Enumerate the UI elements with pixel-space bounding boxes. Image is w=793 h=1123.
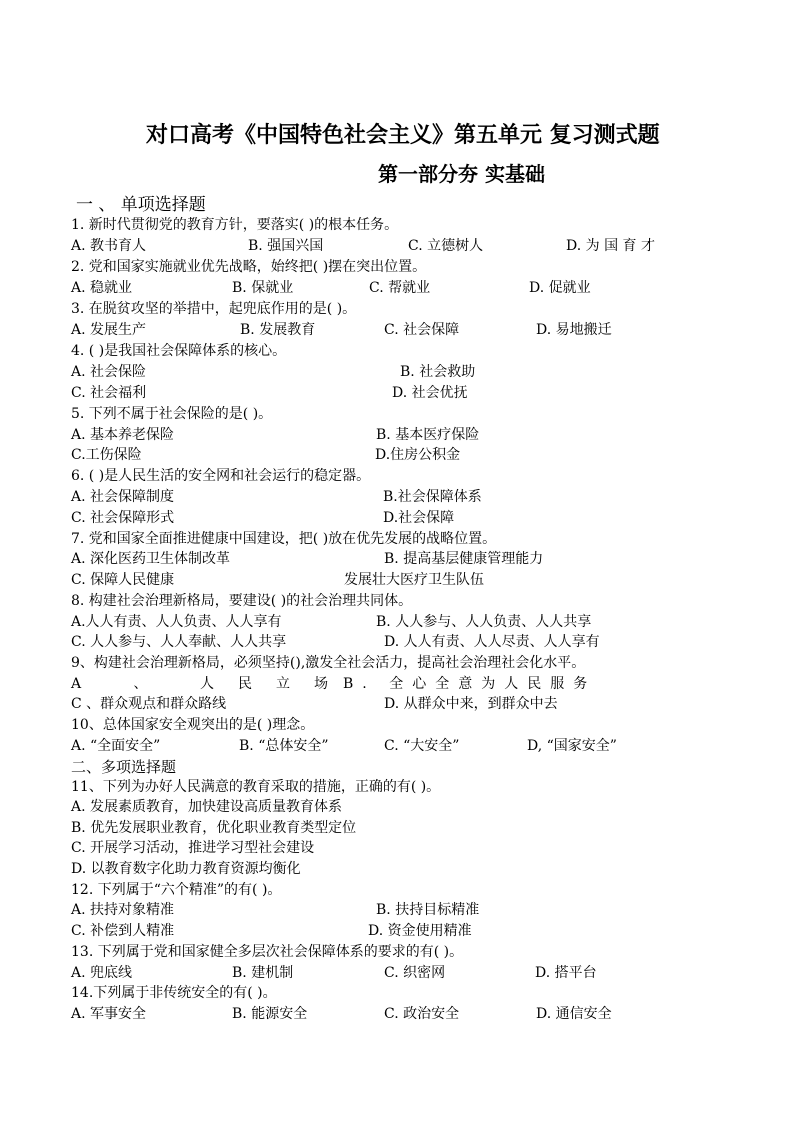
q3-option-b: B. 发展教育 [240,322,316,338]
q5-option-c: C.工伤保险 [71,447,142,463]
page-title: 对口高考《中国特色社会主义》第五单元 复习测式题 [146,122,660,148]
q2-option-b: B. 保就业 [232,280,294,296]
q8-option-b: B. 人人参与、人人负责、人人共享 [376,614,592,630]
page-subtitle: 第一部分夯 实基础 [378,162,545,186]
q7-option-c: C. 保障人民健康 [71,572,175,588]
question-8: 8. 构建社会治理新格局，要建设( )的社会治理共同体。 [71,593,413,609]
q1-option-b: B. 强国兴国 [248,238,324,254]
q2-option-c: C. 帮就业 [369,280,431,296]
q5-option-b: B. 基本医疗保险 [376,427,480,443]
section-heading-multiple-choice: 二、多项选择题 [71,758,177,776]
q13-option-b: B. 建机制 [232,965,294,981]
q9-option-b: B. 全心全意为人民服务 [343,676,597,692]
q14-option-d: D. 通信安全 [536,1006,612,1022]
q11-option-b: B. 优先发展职业教育，优化职业教育类型定位 [71,820,357,836]
q2-option-d: D. 促就业 [529,280,591,296]
q7-option-b: B. 提高基层健康管理能力 [384,551,544,567]
q8-option-c: C. 人人参与、人人奉献、人人共享 [71,634,287,650]
question-4: 4. ( )是我国社会保障体系的核心。 [71,343,287,359]
q9-option-c: C 、群众观点和群众路线 [71,696,227,712]
q3-option-a: A. 发展生产 [71,322,147,338]
q6-option-c: C. 社会保障形式 [71,510,175,526]
q10-option-d: D, “国家安全” [527,738,617,754]
q11-option-c: C. 开展学习活动，推进学习型社会建设 [71,840,315,856]
q14-option-b: B. 能源安全 [232,1006,308,1022]
q12-option-d: D. 资金使用精准 [368,923,472,939]
question-3: 3. 在脱贫攻坚的举措中，起兜底作用的是( )。 [71,301,357,317]
q1-option-c: C. 立德树人 [408,238,484,254]
q5-option-d: D.住房公积金 [375,447,461,463]
q10-option-a: A. “全面安全” [71,738,161,754]
question-6: 6. ( )是人民生活的安全网和社会运行的稳定器。 [71,468,371,484]
q4-option-d: D. 社会优抚 [392,385,468,401]
q8-option-a: A.人人有责、人人负责、人人享有 [71,614,282,630]
q13-option-a: A. 兜底线 [71,965,133,981]
q9-option-d: D. 从群众中来，到群众中去 [384,696,558,712]
question-13: 13. 下列属于党和国家健全多层次社会保障体系的要求的有( )。 [71,944,464,960]
q10-option-c: C. “大安全” [384,738,460,754]
question-11: 11、下列为办好人民满意的教育采取的措施，正确的有( )。 [71,779,441,795]
q7-option-a: A. 深化医药卫生体制改革 [71,551,231,567]
q1-option-a: A. 教书育人 [71,238,147,254]
q6-option-b: B.社会保障体系 [383,489,482,505]
q10-option-b: B. “总体安全” [239,738,329,754]
question-2: 2. 党和国家实施就业优先战略，始终把( )摆在突出位置。 [71,259,427,275]
q1-option-d: D. 为 国 育 才 [566,238,655,254]
q3-option-d: D. 易地搬迁 [536,322,612,338]
q2-option-a: A. 稳就业 [71,280,133,296]
q12-option-c: C. 补偿到人精准 [71,923,175,939]
q4-option-c: C. 社会福利 [71,385,147,401]
q12-option-a: A. 扶持对象精准 [71,902,175,918]
q11-option-d: D. 以教育数字化助力教育资源均衡化 [71,861,301,877]
q8-option-d: D. 人人有责、人人尽责、人人享有 [384,634,600,650]
q6-option-a: A. 社会保障制度 [71,489,175,505]
q6-option-d: D.社会保障 [383,510,455,526]
q13-option-d: D. 搭平台 [535,965,597,981]
question-5: 5. 下列不属于社会保险的是( )。 [71,406,273,422]
q7-option-d: 发展壮大医疗卫生队伍 [344,572,484,588]
question-9: 9、构建社会治理新格局，必须坚持(),激发全社会活力，提高社会治理社会化水平。 [71,655,586,671]
q14-option-c: C. 政治安全 [384,1006,460,1022]
q13-option-c: C. 织密网 [384,965,446,981]
q5-option-a: A. 基本养老保险 [71,427,175,443]
q12-option-b: B. 扶持目标精准 [376,902,480,918]
question-1: 1. 新时代贯彻党的教育方针，要落实( )的根本任务。 [71,217,399,233]
section-heading-single-choice: 一 、 单项选择题 [76,195,206,215]
q3-option-c: C. 社会保障 [384,322,460,338]
question-10: 10、总体国家安全观突出的是( )理念。 [71,717,315,733]
question-12: 12. 下列属于“六个精准”的有( )。 [71,882,282,898]
q11-option-a: A. 发展素质教育，加快建设高质量教育体系 [71,799,343,815]
question-14: 14.下列属于非传统安全的有( )。 [71,985,277,1001]
q4-option-a: A. 社会保险 [71,364,147,380]
q4-option-b: B. 社会救助 [400,364,476,380]
q9-option-a: A 、 人民立场 [71,676,353,692]
question-7: 7. 党和国家全面推进健康中国建设，把( )放在优先发展的战略位置。 [71,531,497,547]
q14-option-a: A. 军事安全 [71,1006,147,1022]
